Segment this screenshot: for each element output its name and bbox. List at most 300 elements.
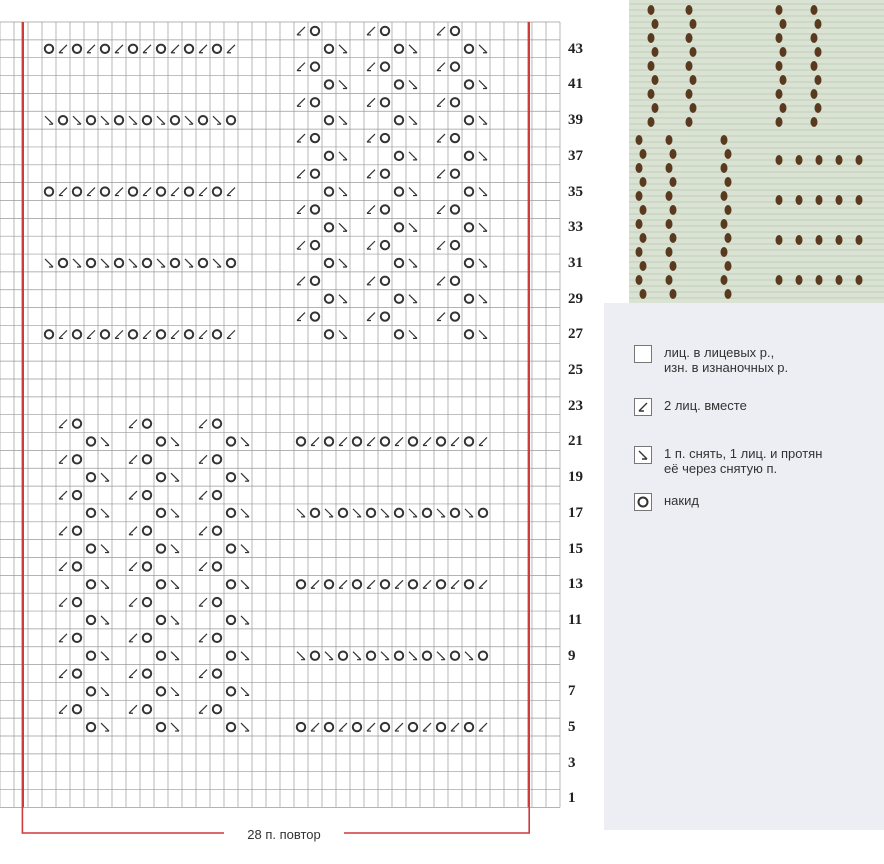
k2tog-symbol bbox=[395, 580, 403, 588]
yarn-over-symbol bbox=[143, 455, 151, 463]
yarn-over-symbol bbox=[465, 294, 473, 302]
eyelet-hole bbox=[780, 103, 787, 113]
row-number: 15 bbox=[568, 540, 583, 557]
k2tog-symbol bbox=[59, 188, 67, 196]
k2tog-symbol bbox=[297, 134, 305, 142]
ssk-symbol bbox=[101, 687, 109, 695]
yarn-over-symbol bbox=[311, 509, 319, 517]
yarn-over-symbol bbox=[45, 45, 53, 53]
k2tog-symbol bbox=[227, 45, 235, 53]
yarn-over-symbol bbox=[171, 259, 179, 267]
ssk-symbol bbox=[381, 652, 389, 660]
yarn-over-symbol bbox=[87, 473, 95, 481]
k2tog-symbol bbox=[367, 241, 375, 249]
legend-item-k2tog bbox=[634, 398, 747, 416]
k2tog-symbol bbox=[451, 723, 459, 731]
yarn-over-symbol bbox=[143, 527, 151, 535]
ssk-symbol bbox=[409, 116, 417, 124]
ssk-symbol bbox=[297, 652, 305, 660]
yarn-over-symbol bbox=[227, 544, 235, 552]
ssk-symbol bbox=[241, 580, 249, 588]
yarn-over-symbol bbox=[423, 651, 431, 659]
legend-text-k2tog: 2 лиц. вместе bbox=[664, 398, 747, 413]
k2tog-symbol bbox=[143, 330, 151, 338]
k2tog-symbol bbox=[437, 277, 445, 285]
k2tog-symbol bbox=[171, 45, 179, 53]
row-number: 9 bbox=[568, 647, 576, 664]
eyelet-hole bbox=[836, 195, 843, 205]
eyelet-hole bbox=[652, 19, 659, 29]
eyelet-hole bbox=[686, 89, 693, 99]
yarn-over-symbol bbox=[381, 134, 389, 142]
eyelet-hole bbox=[652, 75, 659, 85]
yarn-over-symbol bbox=[129, 187, 137, 195]
k2tog-symbol bbox=[311, 723, 319, 731]
yarn-over-symbol bbox=[129, 330, 137, 338]
yarn-over-symbol bbox=[73, 187, 81, 195]
ssk-symbol bbox=[479, 116, 487, 124]
eyelet-hole bbox=[776, 275, 783, 285]
lace-swatch-image bbox=[629, 0, 884, 303]
k2tog-symbol bbox=[423, 580, 431, 588]
ssk-symbol bbox=[101, 473, 109, 481]
yarn-over-symbol bbox=[479, 651, 487, 659]
yarn-over-symbol bbox=[465, 330, 473, 338]
yarn-over-symbol bbox=[465, 116, 473, 124]
ssk-symbol bbox=[171, 687, 179, 695]
yarn-over-symbol bbox=[395, 259, 403, 267]
yarn-over-symbol bbox=[101, 45, 109, 53]
yarn-over-symbol bbox=[115, 259, 123, 267]
k2tog-symbol bbox=[59, 634, 67, 642]
ssk-symbol bbox=[171, 437, 179, 445]
k2tog-symbol bbox=[437, 205, 445, 213]
yarn-over-symbol bbox=[311, 98, 319, 106]
ssk-symbol bbox=[325, 652, 333, 660]
yarn-over-symbol bbox=[451, 241, 459, 249]
yarn-over-symbol bbox=[213, 527, 221, 535]
ssk-symbol bbox=[479, 152, 487, 160]
ssk-symbol bbox=[339, 259, 347, 267]
yarn-over-symbol bbox=[465, 187, 473, 195]
legend-item-yo bbox=[634, 493, 699, 511]
yarn-over-symbol bbox=[73, 669, 81, 677]
eyelet-hole bbox=[640, 149, 647, 159]
eyelet-hole bbox=[796, 275, 803, 285]
yarn-over-symbol bbox=[59, 259, 67, 267]
eyelet-hole bbox=[666, 275, 673, 285]
yarn-over-symbol bbox=[451, 205, 459, 213]
eyelet-hole bbox=[640, 261, 647, 271]
eyelet-hole bbox=[811, 89, 818, 99]
yarn-over-symbol bbox=[465, 223, 473, 231]
yarn-over-symbol bbox=[367, 651, 375, 659]
k2tog-symbol bbox=[115, 188, 123, 196]
eyelet-hole bbox=[856, 195, 863, 205]
ssk-symbol bbox=[101, 723, 109, 731]
row-number: 25 bbox=[568, 362, 583, 379]
row-number: 39 bbox=[568, 112, 583, 129]
yarn-over-symbol bbox=[157, 45, 165, 53]
ssk-symbol bbox=[339, 116, 347, 124]
k2tog-symbol bbox=[227, 330, 235, 338]
yarn-over-symbol bbox=[479, 509, 487, 517]
k2tog-symbol bbox=[297, 313, 305, 321]
yarn-over-symbol bbox=[185, 330, 193, 338]
eyelet-hole bbox=[856, 155, 863, 165]
k2tog-symbol bbox=[311, 437, 319, 445]
ssk-symbol bbox=[241, 616, 249, 624]
eyelet-hole bbox=[721, 219, 728, 229]
yarn-over-symbol bbox=[325, 152, 333, 160]
k2tog-icon bbox=[634, 398, 652, 416]
eyelet-hole bbox=[780, 75, 787, 85]
eyelet-hole bbox=[636, 191, 643, 201]
yarn-over-symbol bbox=[465, 437, 473, 445]
ssk-symbol bbox=[101, 259, 109, 267]
ssk-symbol bbox=[297, 509, 305, 517]
eyelet-hole bbox=[776, 89, 783, 99]
row-number: 27 bbox=[568, 326, 583, 343]
k2tog-symbol bbox=[129, 670, 137, 678]
ssk-symbol bbox=[241, 437, 249, 445]
yarn-over-symbol bbox=[423, 509, 431, 517]
ssk-symbol bbox=[185, 259, 193, 267]
ssk-symbol bbox=[129, 259, 137, 267]
ssk-symbol bbox=[157, 259, 165, 267]
k2tog-symbol bbox=[129, 420, 137, 428]
eyelet-hole bbox=[686, 61, 693, 71]
eyelet-hole bbox=[690, 75, 697, 85]
yarn-over-symbol bbox=[325, 259, 333, 267]
k2tog-symbol bbox=[395, 437, 403, 445]
yarn-over-symbol bbox=[87, 616, 95, 624]
k2tog-symbol bbox=[59, 455, 67, 463]
yarn-over-symbol bbox=[87, 259, 95, 267]
k2tog-symbol bbox=[437, 63, 445, 71]
yarn-over-symbol bbox=[395, 116, 403, 124]
yarn-over-symbol bbox=[87, 687, 95, 695]
empty-square-icon bbox=[634, 345, 652, 363]
eyelet-hole bbox=[640, 233, 647, 243]
eyelet-hole bbox=[811, 61, 818, 71]
eyelet-hole bbox=[776, 155, 783, 165]
k2tog-symbol bbox=[367, 98, 375, 106]
yarn-over-symbol bbox=[437, 723, 445, 731]
yarn-over-symbol bbox=[143, 562, 151, 570]
yarn-over-symbol bbox=[451, 277, 459, 285]
yarn-over-symbol bbox=[297, 437, 305, 445]
eyelet-hole bbox=[776, 5, 783, 15]
row-number: 3 bbox=[568, 754, 576, 771]
ssk-symbol bbox=[409, 330, 417, 338]
ssk-symbol bbox=[339, 45, 347, 53]
yarn-over-symbol bbox=[171, 116, 179, 124]
k2tog-symbol bbox=[129, 562, 137, 570]
eyelet-hole bbox=[652, 47, 659, 57]
yarn-over-symbol bbox=[157, 187, 165, 195]
ssk-symbol bbox=[101, 437, 109, 445]
yarn-over-symbol bbox=[311, 27, 319, 35]
eyelet-hole bbox=[776, 195, 783, 205]
eyelet-hole bbox=[640, 205, 647, 215]
eyelet-hole bbox=[666, 219, 673, 229]
yarn-over-symbol bbox=[227, 723, 235, 731]
k2tog-symbol bbox=[227, 188, 235, 196]
eyelet-hole bbox=[815, 47, 822, 57]
ssk-symbol bbox=[171, 580, 179, 588]
ssk-symbol bbox=[409, 509, 417, 517]
k2tog-symbol bbox=[129, 491, 137, 499]
yarn-over-symbol bbox=[143, 634, 151, 642]
yarn-over-symbol bbox=[409, 437, 417, 445]
yarn-over-symbol bbox=[325, 294, 333, 302]
eyelet-hole bbox=[780, 47, 787, 57]
ssk-symbol bbox=[353, 652, 361, 660]
yarn-over-symbol bbox=[213, 187, 221, 195]
ssk-symbol bbox=[409, 152, 417, 160]
eyelet-hole bbox=[816, 235, 823, 245]
eyelet-hole bbox=[856, 275, 863, 285]
k2tog-symbol bbox=[367, 134, 375, 142]
ssk-symbol bbox=[465, 509, 473, 517]
yarn-over-symbol bbox=[157, 651, 165, 659]
yarn-over-symbol bbox=[157, 330, 165, 338]
yarn-over-symbol bbox=[213, 598, 221, 606]
yarn-over-icon bbox=[634, 493, 652, 511]
yarn-over-symbol bbox=[311, 241, 319, 249]
yarn-over-symbol bbox=[325, 80, 333, 88]
eyelet-hole bbox=[648, 33, 655, 43]
yarn-over-symbol bbox=[451, 509, 459, 517]
yarn-over-symbol bbox=[381, 241, 389, 249]
yarn-over-symbol bbox=[157, 509, 165, 517]
eyelet-hole bbox=[776, 61, 783, 71]
eyelet-hole bbox=[670, 261, 677, 271]
ssk-symbol bbox=[409, 80, 417, 88]
row-number: 37 bbox=[568, 147, 583, 164]
ssk-symbol bbox=[157, 116, 165, 124]
yarn-over-symbol bbox=[311, 651, 319, 659]
k2tog-symbol bbox=[59, 491, 67, 499]
yarn-over-symbol bbox=[451, 98, 459, 106]
row-number: 33 bbox=[568, 219, 583, 236]
k2tog-symbol bbox=[199, 491, 207, 499]
yarn-over-symbol bbox=[73, 527, 81, 535]
k2tog-symbol bbox=[129, 527, 137, 535]
ssk-symbol bbox=[171, 509, 179, 517]
k2tog-symbol bbox=[297, 277, 305, 285]
row-number: 21 bbox=[568, 433, 583, 450]
k2tog-symbol bbox=[199, 634, 207, 642]
yarn-over-symbol bbox=[101, 330, 109, 338]
yarn-over-symbol bbox=[311, 62, 319, 70]
yarn-over-symbol bbox=[395, 651, 403, 659]
yarn-over-symbol bbox=[311, 205, 319, 213]
eyelet-hole bbox=[721, 275, 728, 285]
yarn-over-symbol bbox=[325, 330, 333, 338]
ssk-symbol bbox=[353, 509, 361, 517]
ssk-symbol bbox=[479, 259, 487, 267]
k2tog-symbol bbox=[59, 420, 67, 428]
k2tog-symbol bbox=[437, 313, 445, 321]
k2tog-symbol bbox=[367, 27, 375, 35]
k2tog-symbol bbox=[423, 437, 431, 445]
yarn-over-symbol bbox=[87, 437, 95, 445]
ssk-symbol bbox=[409, 45, 417, 53]
k2tog-symbol bbox=[297, 98, 305, 106]
yarn-over-symbol bbox=[311, 170, 319, 178]
eyelet-hole bbox=[776, 117, 783, 127]
row-number: 43 bbox=[568, 40, 583, 57]
k2tog-symbol bbox=[199, 330, 207, 338]
k2tog-symbol bbox=[199, 705, 207, 713]
eyelet-hole bbox=[636, 163, 643, 173]
eyelet-hole bbox=[816, 275, 823, 285]
k2tog-symbol bbox=[367, 205, 375, 213]
eyelet-hole bbox=[640, 177, 647, 187]
repeat-border bbox=[22, 22, 529, 833]
yarn-over-symbol bbox=[129, 45, 137, 53]
eyelet-hole bbox=[776, 33, 783, 43]
yarn-over-symbol bbox=[451, 312, 459, 320]
eyelet-hole bbox=[815, 103, 822, 113]
eyelet-hole bbox=[815, 75, 822, 85]
yarn-over-symbol bbox=[213, 634, 221, 642]
k2tog-symbol bbox=[59, 705, 67, 713]
k2tog-symbol bbox=[451, 437, 459, 445]
yarn-over-symbol bbox=[157, 580, 165, 588]
k2tog-symbol bbox=[311, 580, 319, 588]
yarn-over-symbol bbox=[227, 116, 235, 124]
ssk-symbol bbox=[185, 116, 193, 124]
eyelet-hole bbox=[721, 191, 728, 201]
legend-text-ssk: 1 п. снять, 1 лиц. и протян её через снятую п. bbox=[664, 446, 823, 476]
yarn-over-symbol bbox=[381, 277, 389, 285]
k2tog-symbol bbox=[59, 527, 67, 535]
ssk-symbol bbox=[101, 116, 109, 124]
k2tog-symbol bbox=[437, 98, 445, 106]
ssk-symbol bbox=[465, 652, 473, 660]
ssk-symbol bbox=[409, 652, 417, 660]
symbol-legend bbox=[604, 303, 884, 830]
ssk-symbol bbox=[171, 723, 179, 731]
k2tog-symbol bbox=[199, 420, 207, 428]
ssk-symbol bbox=[339, 295, 347, 303]
k2tog-symbol bbox=[199, 598, 207, 606]
eyelet-hole bbox=[796, 155, 803, 165]
k2tog-symbol bbox=[171, 188, 179, 196]
k2tog-symbol bbox=[87, 188, 95, 196]
yarn-over-symbol bbox=[311, 312, 319, 320]
eyelet-hole bbox=[666, 135, 673, 145]
eyelet-hole bbox=[780, 19, 787, 29]
ssk-symbol bbox=[479, 45, 487, 53]
yarn-over-symbol bbox=[213, 562, 221, 570]
k2tog-symbol bbox=[199, 670, 207, 678]
yarn-over-symbol bbox=[325, 223, 333, 231]
yarn-over-symbol bbox=[157, 437, 165, 445]
yarn-over-symbol bbox=[45, 330, 53, 338]
row-number: 23 bbox=[568, 397, 583, 414]
yarn-over-symbol bbox=[45, 187, 53, 195]
k2tog-symbol bbox=[129, 598, 137, 606]
k2tog-symbol bbox=[367, 313, 375, 321]
yarn-over-symbol bbox=[157, 723, 165, 731]
eyelet-hole bbox=[648, 61, 655, 71]
yarn-over-symbol bbox=[367, 509, 375, 517]
eyelet-hole bbox=[776, 235, 783, 245]
yarn-over-symbol bbox=[339, 509, 347, 517]
ssk-symbol bbox=[73, 116, 81, 124]
yarn-over-symbol bbox=[185, 45, 193, 53]
row-number: 29 bbox=[568, 290, 583, 307]
yarn-over-symbol bbox=[381, 62, 389, 70]
k2tog-symbol bbox=[479, 437, 487, 445]
eyelet-hole bbox=[836, 275, 843, 285]
yarn-over-symbol bbox=[227, 580, 235, 588]
eyelet-hole bbox=[836, 155, 843, 165]
yarn-over-symbol bbox=[87, 651, 95, 659]
k2tog-symbol bbox=[367, 170, 375, 178]
legend-text-knit: лиц. в лицевых р., изн. в изнаночных р. bbox=[664, 345, 789, 375]
eyelet-hole bbox=[636, 219, 643, 229]
ssk-symbol bbox=[101, 545, 109, 553]
yarn-over-symbol bbox=[73, 705, 81, 713]
yarn-over-symbol bbox=[437, 437, 445, 445]
k2tog-symbol bbox=[367, 63, 375, 71]
eyelet-hole bbox=[816, 195, 823, 205]
k2tog-symbol bbox=[339, 580, 347, 588]
yarn-over-symbol bbox=[395, 223, 403, 231]
yarn-over-symbol bbox=[73, 45, 81, 53]
eyelet-hole bbox=[725, 149, 732, 159]
yarn-over-symbol bbox=[395, 294, 403, 302]
k2tog-symbol bbox=[129, 634, 137, 642]
yarn-over-symbol bbox=[325, 187, 333, 195]
yarn-over-symbol bbox=[227, 616, 235, 624]
yarn-over-symbol bbox=[381, 723, 389, 731]
yarn-over-symbol bbox=[199, 116, 207, 124]
yarn-over-symbol bbox=[143, 491, 151, 499]
yarn-over-symbol bbox=[465, 80, 473, 88]
row-number: 1 bbox=[568, 790, 576, 807]
yarn-over-symbol bbox=[395, 152, 403, 160]
yarn-over-symbol bbox=[297, 580, 305, 588]
k2tog-symbol bbox=[199, 188, 207, 196]
ssk-symbol bbox=[409, 188, 417, 196]
yarn-over-symbol bbox=[381, 27, 389, 35]
yarn-over-symbol bbox=[451, 651, 459, 659]
ssk-symbol bbox=[171, 545, 179, 553]
k2tog-symbol bbox=[437, 134, 445, 142]
ssk-symbol bbox=[45, 116, 53, 124]
eyelet-hole bbox=[811, 117, 818, 127]
yarn-over-symbol bbox=[395, 330, 403, 338]
repeat-label: 28 п. повтор bbox=[224, 827, 344, 843]
eyelet-hole bbox=[725, 261, 732, 271]
eyelet-hole bbox=[796, 195, 803, 205]
k2tog-symbol bbox=[87, 45, 95, 53]
yarn-over-symbol bbox=[143, 259, 151, 267]
yarn-over-symbol bbox=[157, 544, 165, 552]
ssk-symbol bbox=[409, 223, 417, 231]
k2tog-symbol bbox=[339, 437, 347, 445]
ssk-symbol bbox=[171, 473, 179, 481]
yarn-over-symbol bbox=[381, 170, 389, 178]
k2tog-symbol bbox=[367, 723, 375, 731]
ssk-symbol bbox=[409, 295, 417, 303]
